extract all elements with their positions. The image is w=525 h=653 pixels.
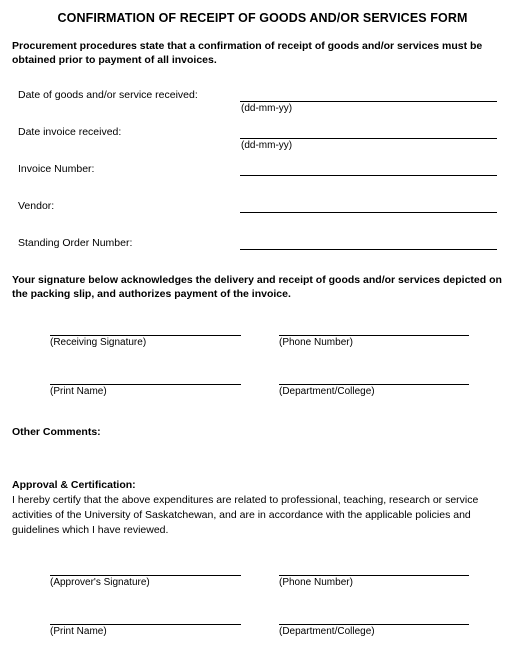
approver-print-name-line[interactable]	[50, 624, 241, 625]
vendor-line	[240, 212, 497, 213]
approver-print-name-label: (Print Name)	[50, 626, 107, 637]
receiving-department-line[interactable]	[279, 384, 469, 385]
receiving-department-label: (Department/College)	[279, 386, 375, 397]
receiving-print-name-label: (Print Name)	[50, 386, 107, 397]
invoice-number-label: Invoice Number:	[18, 163, 95, 175]
receiving-signature-line[interactable]	[50, 335, 241, 336]
invoice-date-line	[240, 138, 497, 139]
receiving-phone-line[interactable]	[279, 335, 469, 336]
vendor-label: Vendor:	[18, 200, 55, 212]
invoice-date-label: Date invoice received:	[18, 126, 122, 138]
date-received-input[interactable]	[242, 84, 495, 100]
acknowledgement-text: Your signature below acknowledges the delivery and receipt of goods and/or services depicted on the packing slip, and authorizes payment of the invoice.	[12, 274, 502, 300]
approval-text: I hereby certify that the above expenditures are related to professional, teaching, research or service activities of the University of Saskatchewan, and are in accordance with the applicable policies and guidelines which I have reviewed.	[12, 494, 479, 536]
invoice-number-input[interactable]	[242, 158, 495, 174]
receiving-phone-label: (Phone Number)	[279, 337, 353, 348]
approver-phone-line[interactable]	[279, 575, 469, 576]
invoice-date-input[interactable]	[242, 121, 495, 137]
receiving-print-name-line[interactable]	[50, 384, 241, 385]
date-received-line	[240, 101, 497, 102]
invoice-number-line	[240, 175, 497, 176]
receiving-signature-label: (Receiving Signature)	[50, 337, 147, 348]
date-received-label: Date of goods and/or service received:	[18, 89, 198, 101]
approver-phone-label: (Phone Number)	[279, 577, 353, 588]
approver-department-line[interactable]	[279, 624, 469, 625]
standing-order-label: Standing Order Number:	[18, 237, 133, 249]
invoice-date-hint: (dd-mm-yy)	[241, 140, 293, 151]
date-received-hint: (dd-mm-yy)	[241, 103, 293, 114]
approval-heading: Approval & Certification:	[12, 479, 136, 491]
standing-order-input[interactable]	[242, 232, 495, 248]
approver-signature-label: (Approver's Signature)	[50, 577, 150, 588]
vendor-input[interactable]	[242, 195, 495, 211]
form-title: CONFIRMATION OF RECEIPT OF GOODS AND/OR SERVICES FORM	[57, 11, 468, 25]
approver-department-label: (Department/College)	[279, 626, 375, 637]
intro-text: Procurement procedures state that a confirmation of receipt of goods and/or services must be obtained prior to payment of all invoices.	[12, 40, 483, 66]
other-comments-label: Other Comments:	[12, 426, 101, 438]
standing-order-line	[240, 249, 497, 250]
approver-signature-line[interactable]	[50, 575, 241, 576]
